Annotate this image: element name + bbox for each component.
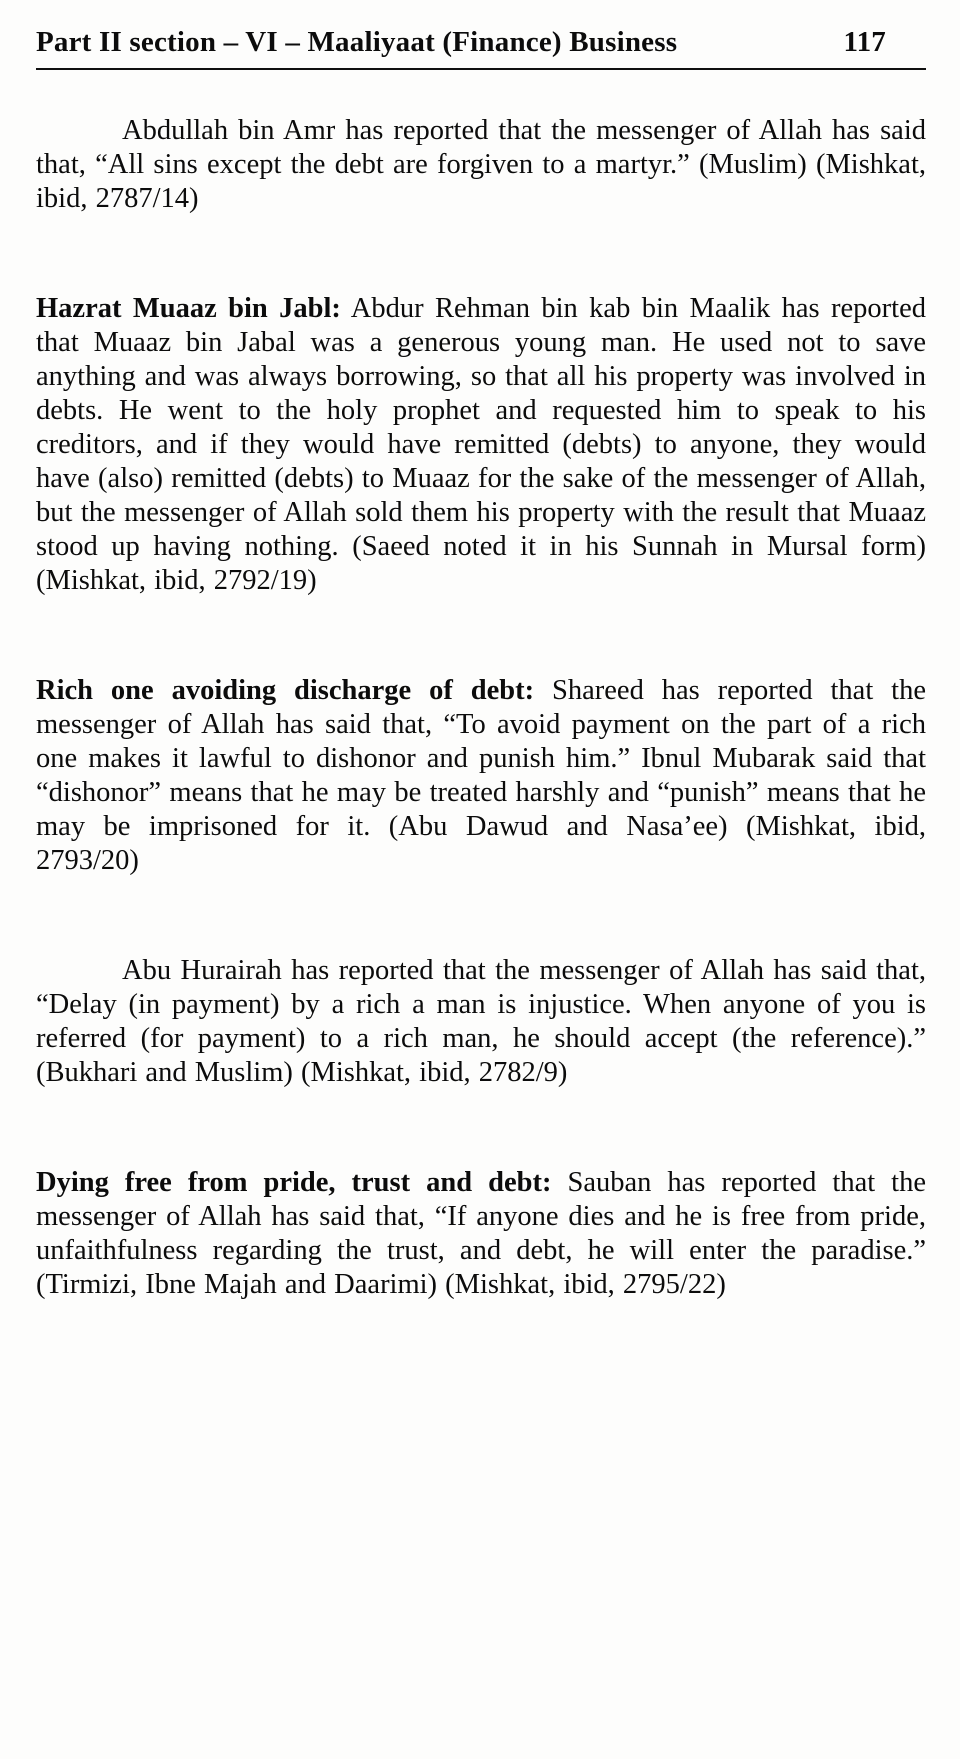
paragraph-abu-hurairah bbox=[36, 954, 926, 1090]
paragraph-text: Abdullah bin Amr has reported that the messenger of Allah has said that, “All sins except the debt are forgiven to a martyr.” (Muslim) (Mishkat, ibid, 2787/14) bbox=[36, 115, 926, 214]
paragraph-abdullah-bin-amr bbox=[36, 114, 926, 216]
paragraph-hazrat-muaaz-bin-jabl bbox=[36, 292, 926, 598]
paragraph-dying-free-from-pride bbox=[36, 1166, 926, 1302]
paragraph-text: Abu Hurairah has reported that the messenger of Allah has said that, “Delay (in payment) by a rich a man is injustice. When anyone of you is referred (for payment) to a rich man, he should accept (the reference).” (Bukhari and Muslim) (Mishkat, ibid, 2782/9) bbox=[36, 955, 926, 1088]
chapter-title: Part II section – VI – Maaliyaat (Finance) Business bbox=[36, 26, 678, 58]
paragraph-lead: Rich one avoiding discharge of debt: bbox=[36, 675, 535, 706]
paragraph-text: Shareed has reported that the messenger of Allah has said that, “To avoid payment on the part of a rich one makes it lawful to dishonor and punish him.” Ibnul Mubarak said that “dishonor” means that he may be treated harshly and “punish” means that he may be imprisoned for it. (Abu Dawud and Nasa’ee) (Mishkat, ibid, 2793/20) bbox=[36, 675, 926, 876]
paragraph-rich-one-avoiding-discharge bbox=[36, 674, 926, 878]
paragraph-text: Abdur Rehman bin kab bin Maalik has reported that Muaaz bin Jabal was a generous young man. He used not to save anything and was always borrowing, so that all his property was involved in debts. He went to the holy prophet and requested him to speak to his creditors, and if they would have remitted (debts) to anyone, they would have (also) remitted (debts) to Muaaz for the sake of the messenger of Allah, but the messenger of Allah sold them his property with the result that Muaaz stood up having nothing. (Saeed noted it in his Sunnah in Mursal form) (Mishkat, ibid, 2792/19) bbox=[36, 293, 926, 596]
paragraph-lead: Dying free from pride, trust and debt: bbox=[36, 1167, 552, 1198]
paragraph-text: Sauban has reported that the messenger of Allah has said that, “If anyone dies and he is free from pride, unfaithfulness regarding the trust, and debt, he will enter the paradise.” (Tirmizi, Ibne Majah and Daarimi) (Mishkat, ibid, 2795/22) bbox=[36, 1167, 926, 1300]
page-number: 117 bbox=[843, 26, 886, 58]
paragraph-lead: Hazrat Muaaz bin Jabl: bbox=[36, 293, 341, 324]
page-header bbox=[36, 26, 926, 70]
page-body bbox=[36, 114, 926, 1302]
